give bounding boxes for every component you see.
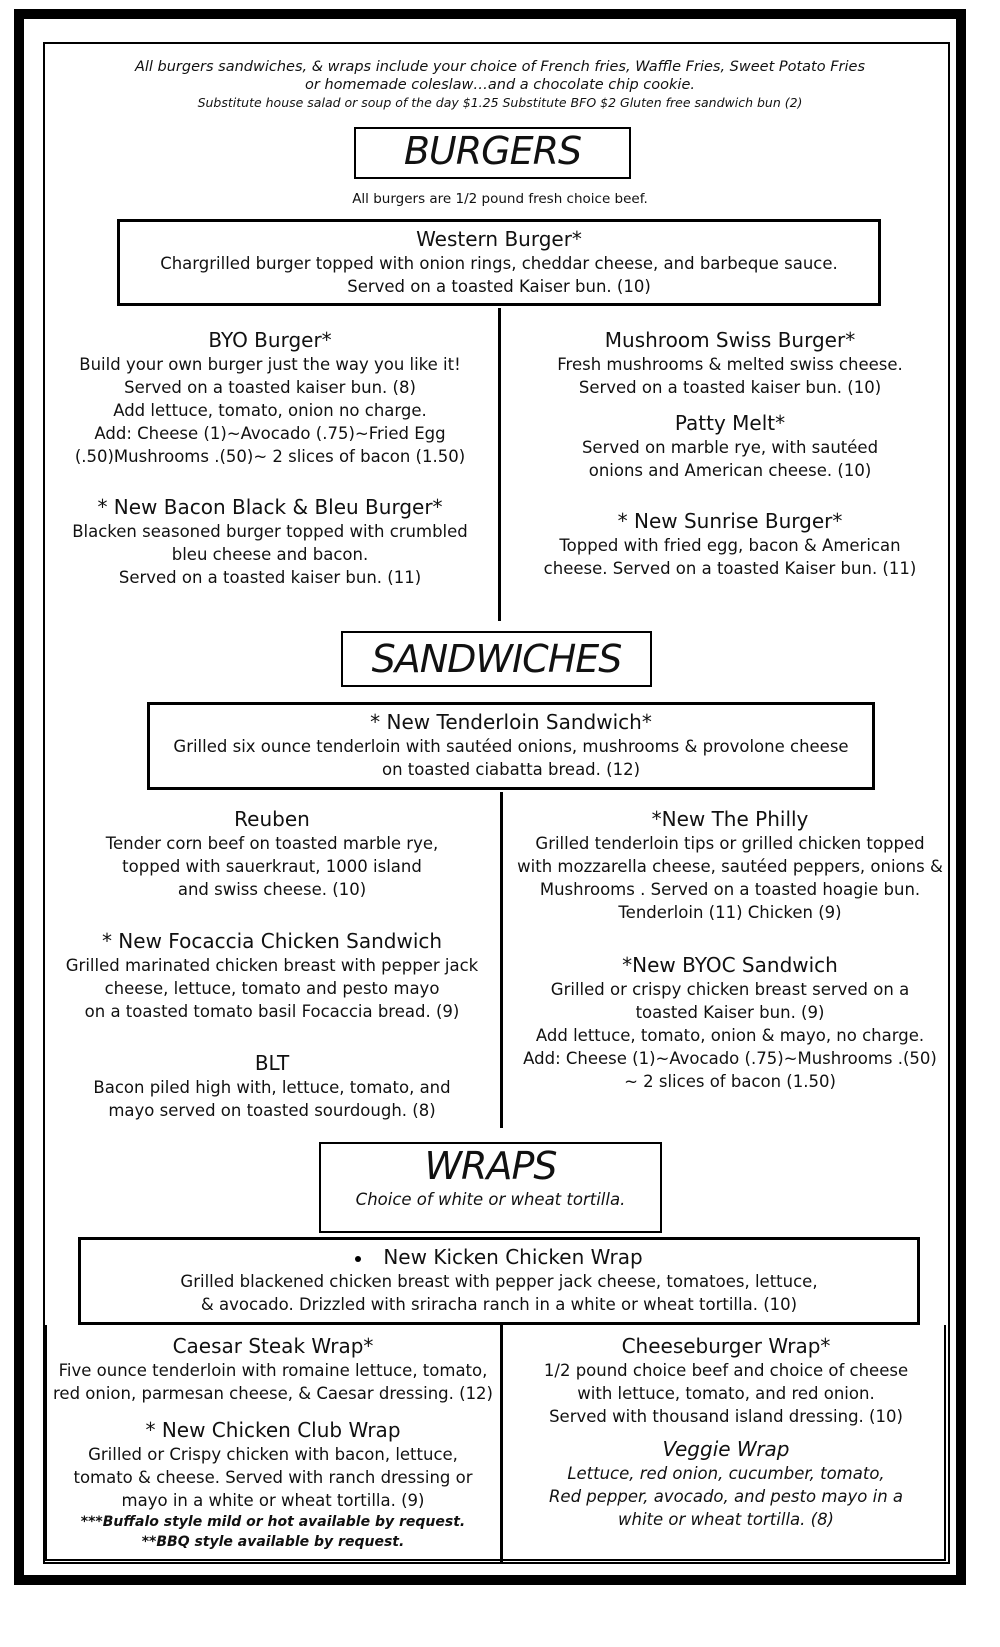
wraps-heading-box: [319, 1142, 662, 1233]
item-desc: Grilled six ounce tenderloin with sautéed onions, mushrooms & provolone cheese: [173, 737, 849, 756]
item-desc: Served on marble rye, with sautéed: [581, 438, 879, 457]
item-desc: Tender corn beef on toasted marble rye,: [105, 834, 439, 853]
item-title: Reuben: [234, 807, 310, 831]
item-title: Caesar Steak Wrap*: [172, 1334, 374, 1358]
item-desc: Add: Cheese (1)~Avocado (.75)~Fried Egg: [94, 424, 446, 443]
item-title: Veggie Wrap: [662, 1437, 790, 1461]
intro-line: Substitute house salad or soup of the day $1.25 Substitute BFO $2 Gluten free sandwich bun (2): [197, 95, 803, 110]
sandwiches-heading: SANDWICHES: [371, 637, 622, 681]
burgers-heading: BURGERS: [403, 129, 582, 173]
item-title: * New Bacon Black & Bleu Burger*: [97, 495, 443, 519]
burgers-note: All burgers are 1/2 pound fresh choice beef.: [352, 191, 648, 207]
wrap-note: ***Buffalo style mild or hot available by request.: [80, 1514, 466, 1530]
item-desc: Served on a toasted kaiser bun. (10): [578, 378, 882, 397]
item-desc: Five ounce tenderloin with romaine lettuce, tomato,: [58, 1361, 488, 1380]
wraps-subheading: Choice of white or wheat tortilla.: [355, 1190, 626, 1209]
item-title: Mushroom Swiss Burger*: [604, 328, 856, 352]
item-title: * New Sunrise Burger*: [617, 509, 843, 533]
item-desc: tomato & cheese. Served with ranch dressing or: [73, 1468, 473, 1487]
sandwich-item: [52, 1050, 492, 1122]
featured-sandwich: [147, 702, 875, 790]
item-desc: Served on a toasted kaiser bun. (8): [124, 378, 416, 397]
item-desc: & avocado. Drizzled with sriracha ranch in a white or wheat tortilla. (10): [200, 1295, 798, 1314]
item-title: BYO Burger*: [208, 328, 332, 352]
item-title: New Kicken Chicken Wrap: [383, 1245, 643, 1269]
column-divider: [498, 308, 501, 621]
wrap-item: [506, 1333, 946, 1428]
wrap-item: [50, 1417, 496, 1552]
sandwich-item: [52, 806, 492, 901]
item-desc: on a toasted tomato basil Focaccia bread. (9): [84, 1002, 460, 1021]
item-desc: 1/2 pound choice beef and choice of cheese: [543, 1361, 909, 1380]
item-desc: Grilled marinated chicken breast with pepper jack: [65, 956, 479, 975]
item-title: Cheeseburger Wrap*: [621, 1334, 831, 1358]
item-title: *New The Philly: [651, 807, 809, 831]
item-desc: and swiss cheese. (10): [177, 880, 367, 899]
item-desc: topped with sauerkraut, 1000 island: [122, 857, 422, 876]
item-desc: Served on a toasted Kaiser bun. (10): [347, 277, 651, 296]
item-desc: Lettuce, red onion, cucumber, tomato,: [567, 1464, 885, 1483]
intro-line: or homemade coleslaw…and a chocolate chip cookie.: [305, 77, 695, 93]
item-title: * New Focaccia Chicken Sandwich: [101, 929, 443, 953]
item-desc: with lettuce, tomato, and red onion.: [577, 1384, 875, 1403]
item-desc: Chargrilled burger topped with onion rings, cheddar cheese, and barbeque sauce.: [160, 254, 838, 273]
item-desc: red onion, parmesan cheese, & Caesar dressing. (12): [53, 1384, 493, 1403]
item-desc: Grilled blackened chicken breast with pepper jack cheese, tomatoes, lettuce,: [180, 1272, 818, 1291]
item-title: Patty Melt*: [674, 411, 786, 435]
item-desc: Grilled or Crispy chicken with bacon, lettuce,: [88, 1445, 458, 1464]
item-desc: with mozzarella cheese, sautéed peppers, onions &: [517, 857, 943, 876]
item-desc: mayo in a white or wheat tortilla. (9): [121, 1491, 425, 1510]
item-desc: Tenderloin (11) Chicken (9): [618, 903, 842, 922]
item-desc: Served with thousand island dressing. (10): [549, 1407, 903, 1426]
item-desc: ~ 2 slices of bacon (1.50): [624, 1072, 836, 1091]
item-desc: Grilled tenderloin tips or grilled chicken topped: [535, 834, 925, 853]
burger-item: [515, 327, 945, 399]
item-title: * New Tenderloin Sandwich*: [370, 710, 652, 734]
sandwiches-heading-box: [341, 631, 652, 687]
intro-text: [60, 58, 940, 112]
sandwich-item: [508, 952, 952, 1093]
item-desc: Add lettuce, tomato, onion & mayo, no charge.: [535, 1026, 925, 1045]
item-desc: mayo served on toasted sourdough. (8): [108, 1101, 436, 1120]
item-desc: Grilled or crispy chicken breast served on a: [550, 980, 910, 999]
intro-line: All burgers sandwiches, & wraps include your choice of French fries, Waffle Fries, Sweet Potato Fries: [134, 59, 866, 75]
item-title: BLT: [254, 1051, 290, 1075]
item-desc: toasted Kaiser bun. (9): [635, 1003, 825, 1022]
item-desc: cheese. Served on a toasted Kaiser bun. (11): [543, 559, 917, 578]
bullet-icon: [355, 1256, 361, 1262]
wrap-note: **BBQ style available by request.: [141, 1534, 405, 1550]
item-desc: onions and American cheese. (10): [588, 461, 872, 480]
item-desc: Served on a toasted kaiser bun. (11): [118, 568, 422, 587]
item-desc: cheese, lettuce, tomato and pesto mayo: [104, 979, 440, 998]
burger-item: [515, 410, 945, 482]
wrap-item: [506, 1436, 946, 1531]
sandwich-item: [52, 928, 492, 1023]
item-desc: Bacon piled high with, lettuce, tomato, and: [93, 1078, 451, 1097]
featured-wrap: [78, 1237, 920, 1325]
item-desc: Fresh mushrooms & melted swiss cheese.: [557, 355, 903, 374]
item-desc: Topped with fried egg, bacon & American: [559, 536, 901, 555]
item-title: Western Burger*: [416, 227, 582, 251]
item-desc: bleu cheese and bacon.: [171, 545, 369, 564]
column-divider: [500, 792, 503, 1128]
burger-item: [55, 494, 485, 589]
item-desc: on toasted ciabatta bread. (12): [381, 760, 641, 779]
item-desc: white or wheat tortilla. (8): [618, 1510, 834, 1529]
wraps-heading: WRAPS: [424, 1144, 557, 1188]
featured-burger: [117, 219, 881, 306]
burger-item: [55, 327, 485, 468]
column-divider: [500, 1325, 503, 1562]
item-desc: Blacken seasoned burger topped with crumbled: [72, 522, 468, 541]
burger-item: [515, 508, 945, 580]
item-title: * New Chicken Club Wrap: [145, 1418, 401, 1442]
item-title: *New BYOC Sandwich: [622, 953, 838, 977]
wrap-item: [50, 1333, 496, 1405]
sandwich-item: [508, 806, 952, 924]
item-desc: Mushrooms . Served on a toasted hoagie bun.: [539, 880, 921, 899]
item-desc: Red pepper, avocado, and pesto mayo in a: [548, 1487, 904, 1506]
item-desc: (.50)Mushrooms .(50)~ 2 slices of bacon (1.50): [74, 447, 466, 466]
burgers-heading-box: [354, 127, 631, 179]
item-desc: Add lettuce, tomato, onion no charge.: [113, 401, 427, 420]
item-desc: Add: Cheese (1)~Avocado (.75)~Mushrooms .(50): [523, 1049, 937, 1068]
item-desc: Build your own burger just the way you like it!: [79, 355, 461, 374]
